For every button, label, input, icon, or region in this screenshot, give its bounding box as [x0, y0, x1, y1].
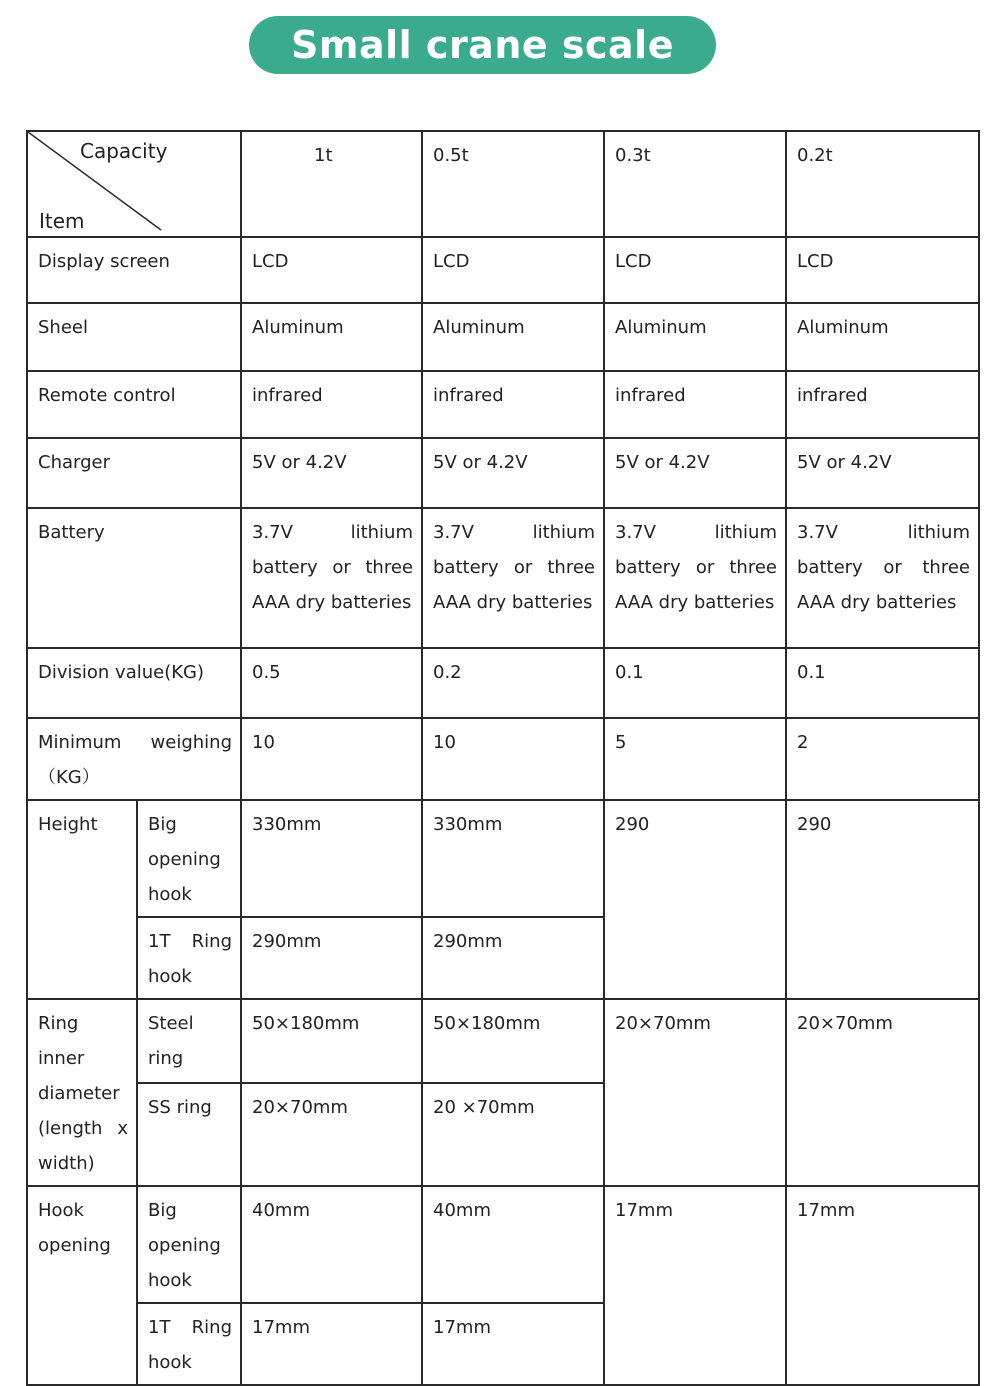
- table-cell: 5: [604, 718, 786, 800]
- table-cell: 17mm: [786, 1186, 979, 1385]
- row-label: Height: [27, 800, 137, 999]
- table-cell: LCD: [422, 237, 604, 303]
- table-cell: 3.7V lithium battery or three AAA dry batteries: [422, 508, 604, 648]
- table-cell: 0.1: [786, 648, 979, 718]
- table-row: [27, 999, 979, 1083]
- table-cell: 3.7V lithium battery or three AAA dry batteries: [604, 508, 786, 648]
- table-cell: 0.5: [241, 648, 422, 718]
- table-cell: LCD: [604, 237, 786, 303]
- table-row: [27, 438, 979, 508]
- table-cell: infrared: [241, 371, 422, 438]
- sub-row-label: 1T Ring hook: [137, 1303, 241, 1385]
- row-label: Hook opening: [27, 1186, 137, 1385]
- table-header-row: [27, 131, 979, 237]
- spec-table: [26, 130, 980, 1386]
- table-cell: 17mm: [422, 1303, 604, 1385]
- row-label: Remote control: [27, 371, 241, 438]
- sub-row-label: Big opening hook: [137, 800, 241, 917]
- sub-row-label: Steel ring: [137, 999, 241, 1083]
- table-row: [27, 303, 979, 371]
- table-cell: infrared: [422, 371, 604, 438]
- table-cell: 3.7V lithium battery or three AAA dry batteries: [786, 508, 979, 648]
- page-title: Small crane scale: [249, 16, 716, 74]
- table-cell: 50×180mm: [241, 999, 422, 1083]
- capacity-header: 0.3t: [604, 131, 786, 237]
- table-cell: 20×70mm: [241, 1083, 422, 1186]
- table-cell: 40mm: [241, 1186, 422, 1303]
- table-cell: 290: [604, 800, 786, 999]
- table-row: [27, 1186, 979, 1303]
- table-cell: Aluminum: [241, 303, 422, 371]
- table-cell: 20×70mm: [786, 999, 979, 1186]
- table-cell: 5V or 4.2V: [422, 438, 604, 508]
- row-label: Minimum weighing （KG）: [27, 718, 241, 800]
- table-row: [27, 648, 979, 718]
- sub-row-label: 1T Ring hook: [137, 917, 241, 999]
- table-cell: 10: [422, 718, 604, 800]
- table-cell: 50×180mm: [422, 999, 604, 1083]
- table-cell: 3.7V lithium battery or three AAA dry batteries: [241, 508, 422, 648]
- table-row: [27, 800, 979, 917]
- row-label: Display screen: [27, 237, 241, 303]
- row-label: Charger: [27, 438, 241, 508]
- table-row: [27, 718, 979, 800]
- table-cell: infrared: [604, 371, 786, 438]
- table-row: [27, 371, 979, 438]
- table-cell: infrared: [786, 371, 979, 438]
- header-item-label: Item: [39, 209, 85, 233]
- table-cell: Aluminum: [786, 303, 979, 371]
- row-label: Ring inner diameter (length x width): [27, 999, 137, 1186]
- capacity-header: 0.2t: [786, 131, 979, 237]
- table-cell: Aluminum: [422, 303, 604, 371]
- row-label: Division value(KG): [27, 648, 241, 718]
- table-cell: 290mm: [422, 917, 604, 999]
- table-cell: 0.2: [422, 648, 604, 718]
- table-cell: 2: [786, 718, 979, 800]
- capacity-header: 0.5t: [422, 131, 604, 237]
- table-cell: 40mm: [422, 1186, 604, 1303]
- table-cell: LCD: [241, 237, 422, 303]
- row-label: Sheel: [27, 303, 241, 371]
- table-cell: LCD: [786, 237, 979, 303]
- table-cell: 290mm: [241, 917, 422, 999]
- row-label: Battery: [27, 508, 241, 648]
- sub-row-label: SS ring: [137, 1083, 241, 1186]
- table-row: [27, 237, 979, 303]
- table-cell: 5V or 4.2V: [241, 438, 422, 508]
- table-cell: 20 ×70mm: [422, 1083, 604, 1186]
- table-cell: 5V or 4.2V: [786, 438, 979, 508]
- table-row: [27, 508, 979, 648]
- table-cell: 0.1: [604, 648, 786, 718]
- table-cell: 290: [786, 800, 979, 999]
- table-cell: 330mm: [422, 800, 604, 917]
- table-cell: 17mm: [241, 1303, 422, 1385]
- capacity-header: 1t: [241, 131, 422, 237]
- table-cell: 20×70mm: [604, 999, 786, 1186]
- table-cell: Aluminum: [604, 303, 786, 371]
- table-cell: 17mm: [604, 1186, 786, 1385]
- table-cell: 10: [241, 718, 422, 800]
- sub-row-label: Big opening hook: [137, 1186, 241, 1303]
- table-cell: 5V or 4.2V: [604, 438, 786, 508]
- table-cell: 330mm: [241, 800, 422, 917]
- header-corner-cell: [27, 131, 241, 237]
- header-capacity-label: Capacity: [80, 139, 168, 163]
